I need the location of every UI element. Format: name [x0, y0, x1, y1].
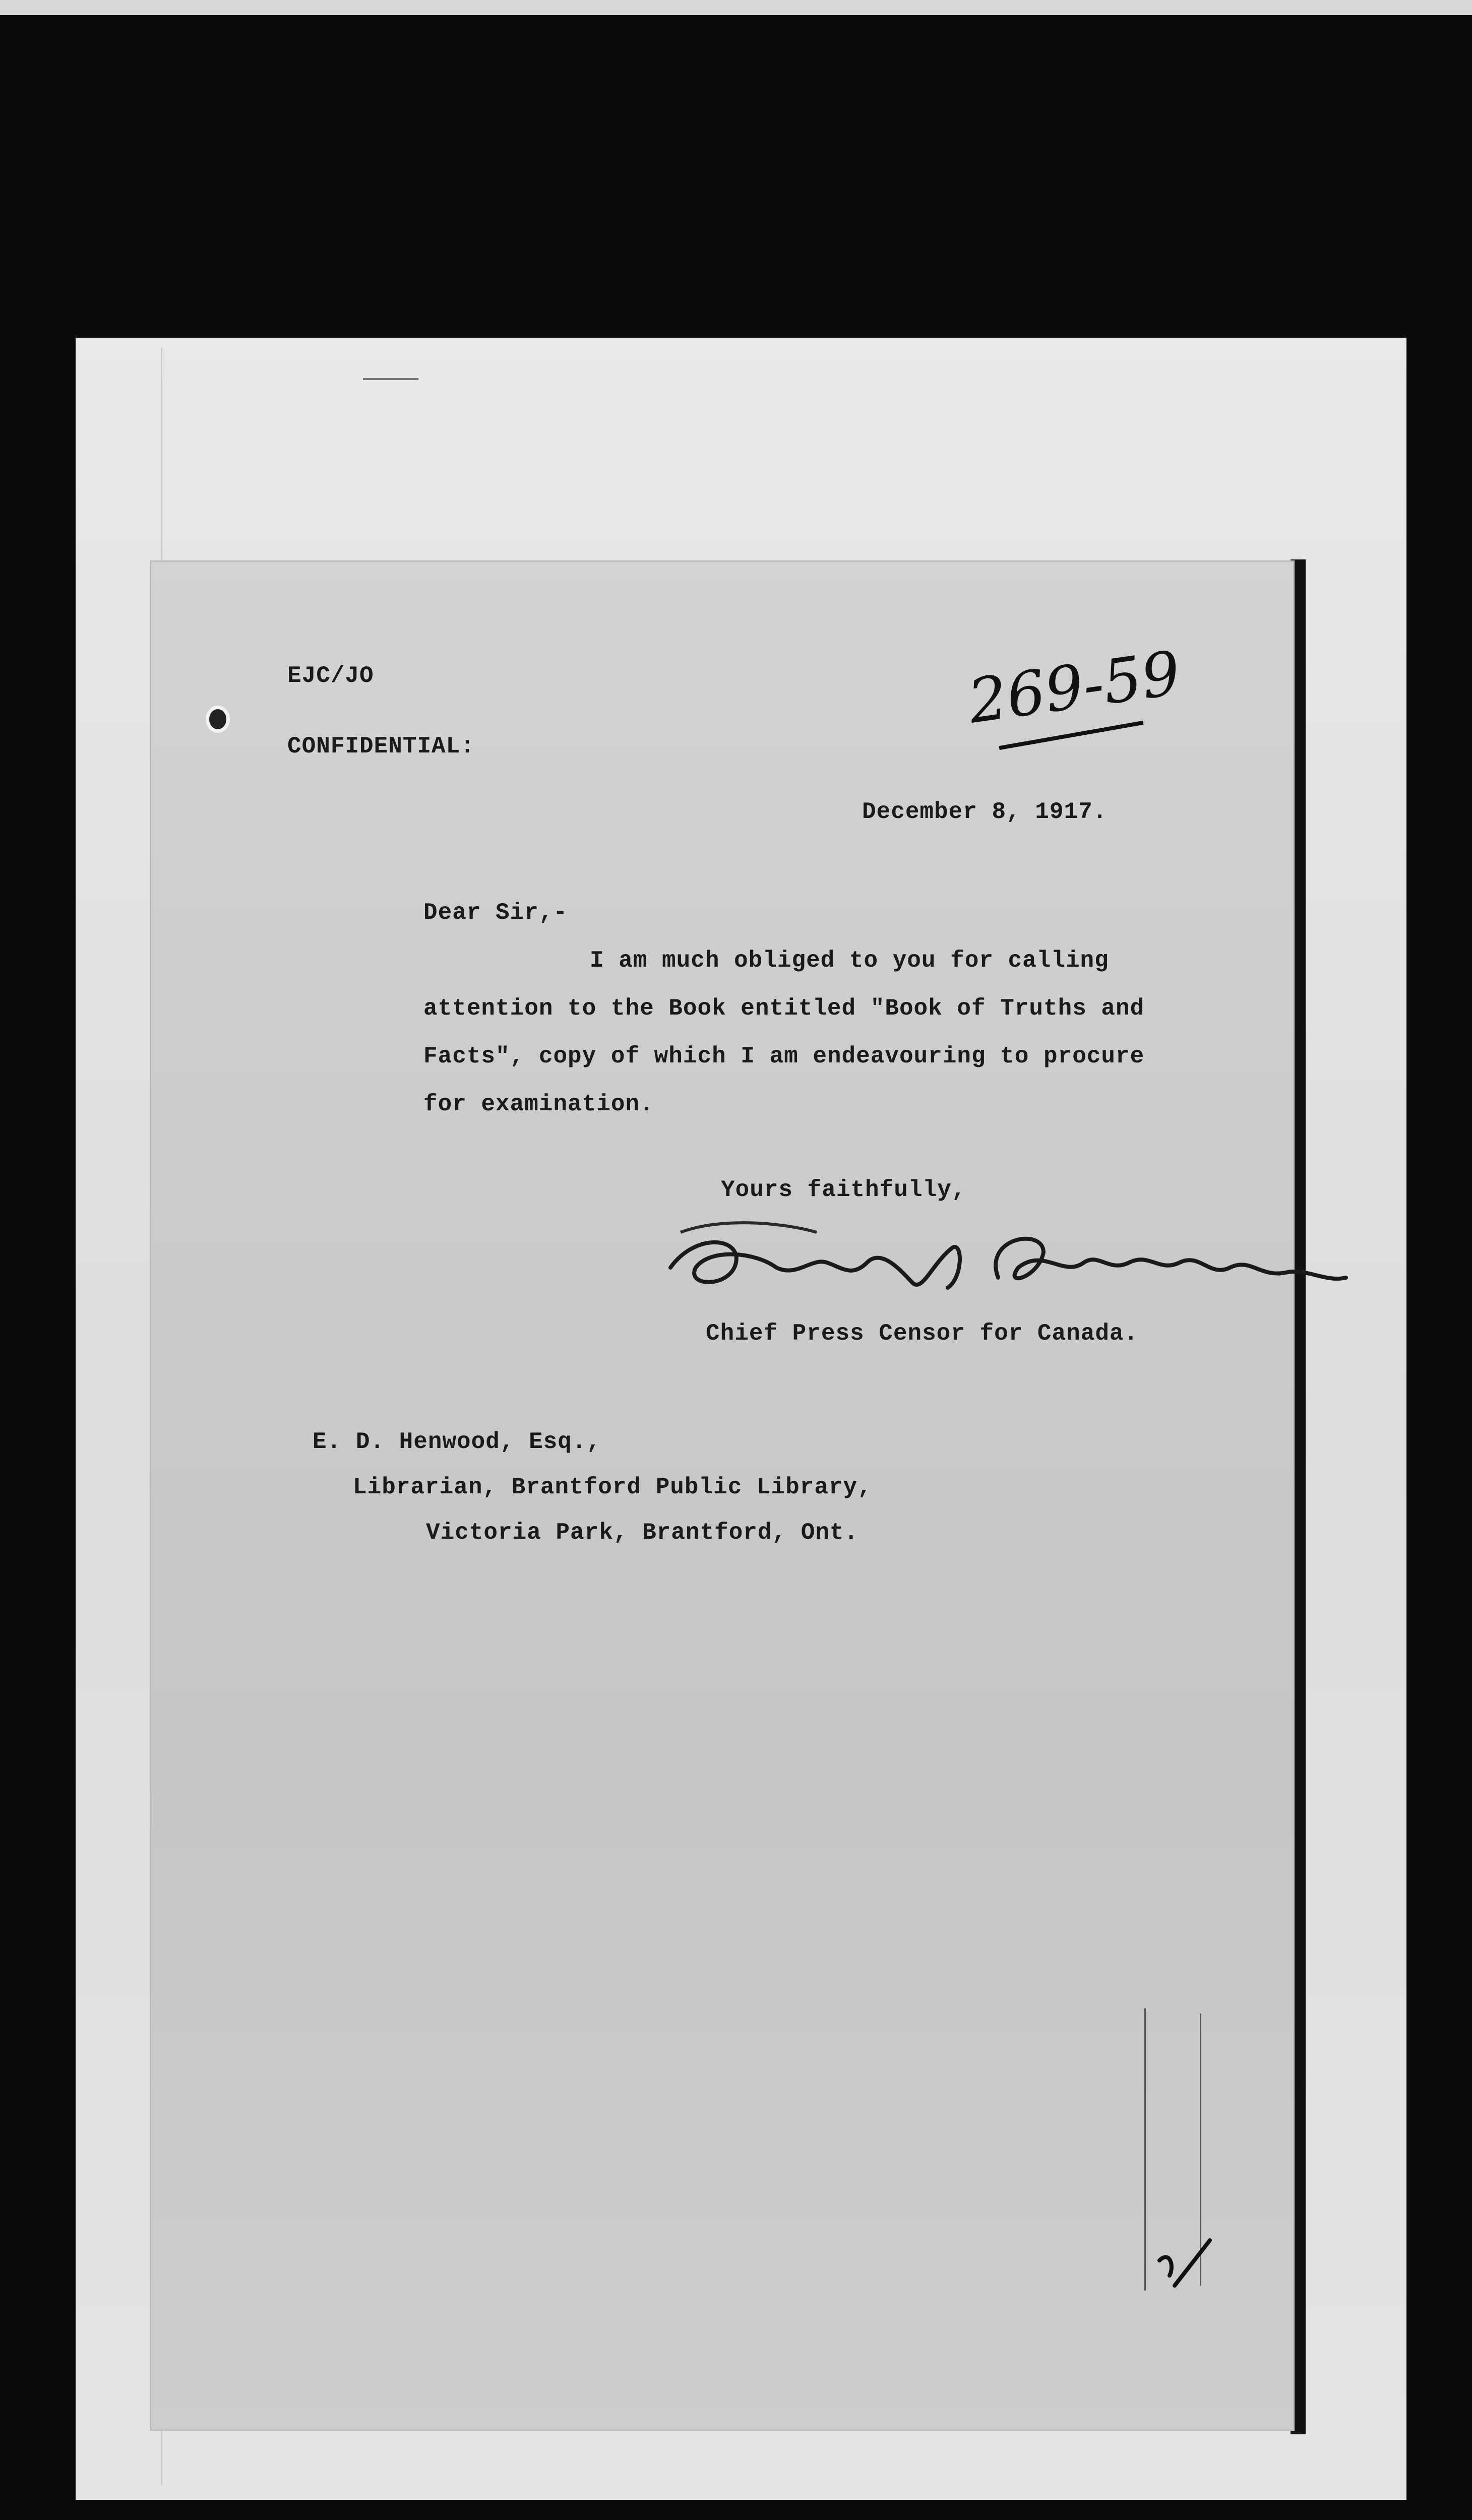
recipient-line: Librarian, Brantford Public Library, — [353, 1474, 872, 1500]
body-line: Facts", copy of which I am endeavouring to procure — [423, 1043, 1145, 1069]
salutation: Dear Sir,- — [423, 900, 568, 926]
backing-pencil-mark — [363, 378, 418, 380]
recipient-line: E. D. Henwood, Esq., — [313, 1429, 601, 1455]
closing: Yours faithfully, — [721, 1177, 966, 1203]
letter-page — [151, 562, 1293, 2429]
check-mark — [1154, 2230, 1215, 2301]
handwritten-file-number: 269-59 — [964, 638, 1185, 737]
punch-hole — [206, 706, 230, 733]
margin-line — [1144, 2008, 1146, 2291]
signature — [650, 1202, 1356, 1323]
body-line: for examination. — [423, 1091, 654, 1117]
film-top-edge — [0, 0, 1472, 15]
confidential-label: CONFIDENTIAL: — [287, 733, 475, 760]
body-line: I am much obliged to you for calling — [590, 948, 1109, 974]
signer-title: Chief Press Censor for Canada. — [706, 1320, 1139, 1347]
reference-initials: EJC/JO — [287, 663, 374, 689]
recipient-line: Victoria Park, Brantford, Ont. — [426, 1520, 859, 1546]
body-line: attention to the Book entitled "Book of Truths and — [423, 995, 1145, 1022]
letter-date: December 8, 1917. — [862, 799, 1108, 825]
